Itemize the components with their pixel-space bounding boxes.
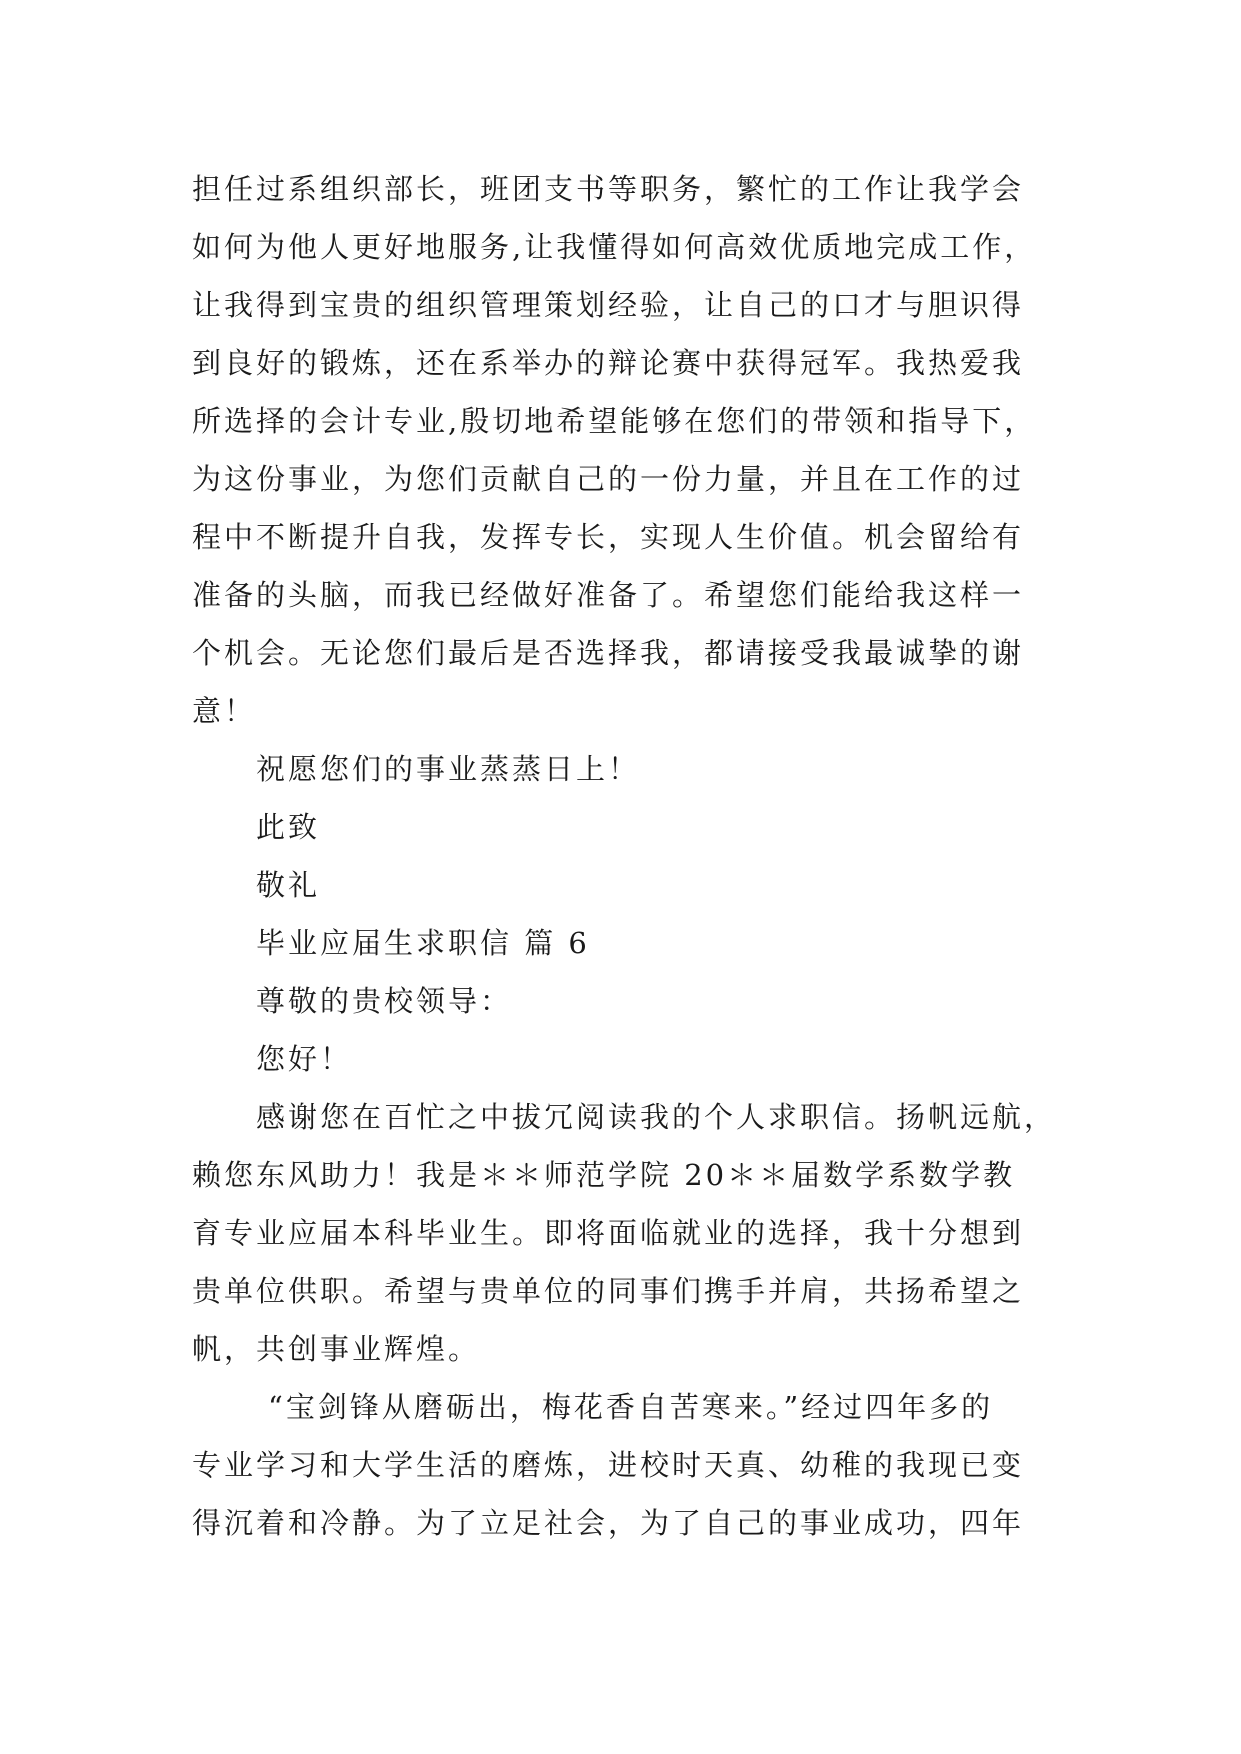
text-line: 所选择的会计专业,殷切地希望能够在您们的带领和指导下， (192, 404, 1037, 438)
text-line: 为这份事业，为您们贡献自己的一份力量，并且在工作的过 (192, 462, 1025, 496)
text-line: 感谢您在百忙之中拔冗阅读我的个人求职信。扬帆远航， (256, 1100, 1057, 1134)
text-line: 让我得到宝贵的组织管理策划经验，让自己的口才与胆识得 (192, 288, 1025, 322)
text-line: 得沉着和冷静。为了立足社会，为了自己的事业成功，四年 (192, 1506, 1025, 1540)
text-line: “宝剑锋从磨砺出，梅花香自苦寒来。”经过四年多的 (268, 1390, 994, 1424)
letter-body (192, 160, 1092, 1552)
salutation-jingli: 敬礼 (256, 868, 321, 902)
text-line: 贵单位供职。希望与贵单位的同事们携手并肩，共扬希望之 (192, 1274, 1025, 1308)
text-line: 准备的头脑，而我已经做好准备了。希望您们能给我这样一 (192, 578, 1025, 612)
text-line: 意！ (192, 694, 257, 728)
letter-addressee: 尊敬的贵校领导： (256, 984, 513, 1018)
salutation-cizhi: 此致 (256, 810, 321, 844)
closing-wish: 祝愿您们的事业蒸蒸日上！ (256, 752, 641, 786)
text-line: 个机会。无论您们最后是否选择我，都请接受我最诚挚的谢 (192, 636, 1025, 670)
text-line: 到良好的锻炼，还在系举办的辩论赛中获得冠军。我热爱我 (192, 346, 1025, 380)
text-line: 帆，共创事业辉煌。 (192, 1332, 481, 1366)
letter-greeting: 您好！ (256, 1042, 353, 1076)
text-line: 程中不断提升自我，发挥专长，实现人生价值。机会留给有 (192, 520, 1025, 554)
text-line: 担任过系组织部长，班团支书等职务，繁忙的工作让我学会 (192, 172, 1025, 206)
text-line: 专业学习和大学生活的磨炼，进校时天真、幼稚的我现已变 (192, 1448, 1025, 1482)
text-line: 赖您东风助力！我是＊＊师范学院 20＊＊届数学系数学教 (192, 1158, 1016, 1192)
text-line: 育专业应届本科毕业生。即将面临就业的选择，我十分想到 (192, 1216, 1025, 1250)
text-line: 如何为他人更好地服务,让我懂得如何高效优质地完成工作， (192, 230, 1037, 264)
section-heading: 毕业应届生求职信 篇 6 (256, 926, 590, 960)
